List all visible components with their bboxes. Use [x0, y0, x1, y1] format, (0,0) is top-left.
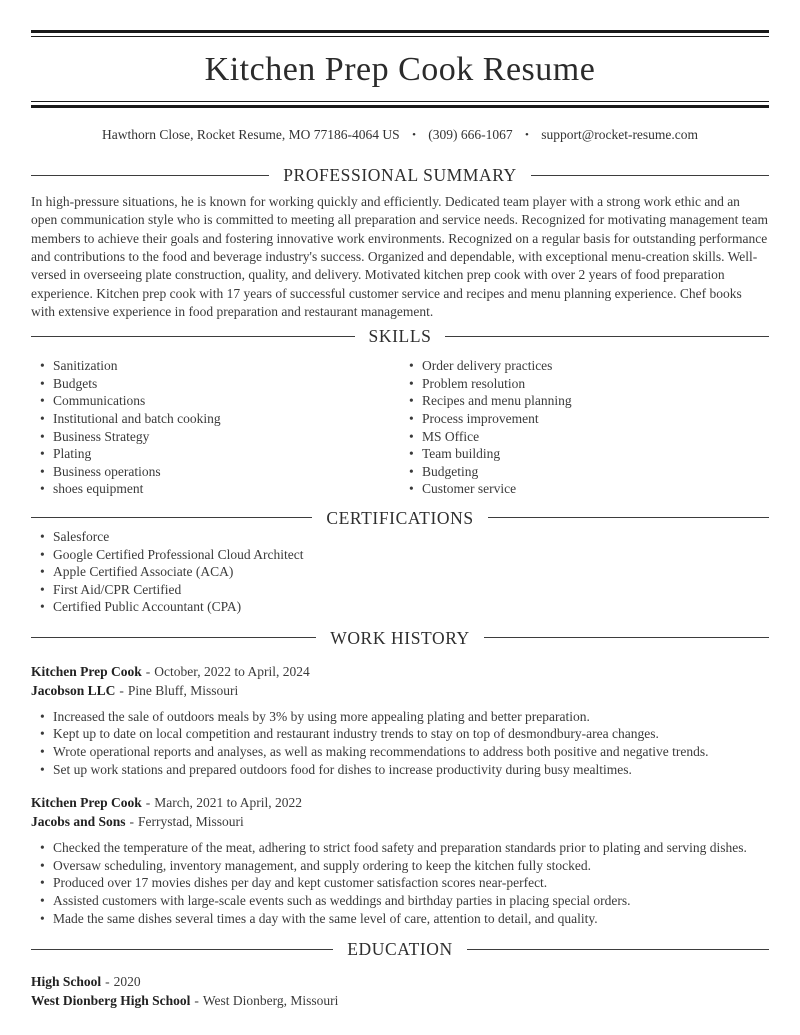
skill-item: • Customer service: [409, 480, 769, 498]
dash-separator: -: [119, 682, 124, 698]
rule-thick: [31, 30, 769, 33]
section-heading-title: WORK HISTORY: [330, 627, 470, 648]
certification-item: • First Aid/CPR Certified: [40, 581, 769, 599]
heading-rule-left: [31, 175, 269, 176]
job-bullet: • Produced over 17 movies dishes per day and kept customer satisfaction scores near-perfect.: [40, 874, 769, 892]
contact-separator: •: [412, 129, 416, 142]
dash-separator: -: [145, 663, 151, 679]
dash-separator: -: [194, 993, 199, 1009]
job-title-line: [31, 793, 769, 812]
skills-column-left: [31, 357, 400, 498]
contact-address: Hawthorn Close, Rocket Resume, MO 77186-4064 US: [101, 127, 400, 143]
rule-thick: [31, 105, 769, 108]
contact-phone: (309) 666-1067: [428, 127, 513, 143]
certifications-list: [31, 528, 769, 616]
education-year: 2020: [113, 974, 141, 990]
section-heading-title: SKILLS: [368, 326, 432, 347]
education-degree: High School: [31, 974, 102, 990]
heading-rule-left: [31, 517, 312, 518]
contact-email: support@rocket-resume.com: [541, 127, 699, 143]
job-entry: [31, 793, 769, 927]
job-bullet-list: [31, 708, 769, 778]
education-entry: [31, 972, 769, 1010]
job-bullet: • Increased the sale of outdoors meals by 3% by using more appealing plating and better preparation.: [40, 708, 769, 726]
section-heading-title: CERTIFICATIONS: [326, 507, 474, 528]
skill-item: • Order delivery practices: [409, 357, 769, 375]
skill-item: • Budgets: [40, 375, 400, 393]
skill-item: • MS Office: [409, 428, 769, 446]
job-company: Jacobs and Sons: [31, 814, 126, 830]
job-location: Ferrystad, Missouri: [138, 814, 244, 830]
section-education: [31, 939, 769, 1010]
section-skills: [31, 326, 769, 498]
heading-rule-left: [31, 949, 333, 950]
job-title-line: [31, 662, 769, 681]
section-heading-title: EDUCATION: [347, 939, 453, 960]
skill-item: • Process improvement: [409, 410, 769, 428]
job-title: Kitchen Prep Cook: [31, 663, 142, 679]
education-degree-line: [31, 972, 769, 991]
section-heading-title: PROFESSIONAL SUMMARY: [283, 165, 517, 186]
rule-thin: [31, 101, 769, 102]
dash-separator: -: [145, 795, 151, 811]
skill-item: • Communications: [40, 392, 400, 410]
dash-separator: -: [105, 974, 110, 990]
section-professional-summary: [31, 165, 769, 321]
job-bullet: • Made the same dishes several times a day with the same level of care, attention to detail, and quality.: [40, 910, 769, 928]
contact-separator: •: [525, 129, 529, 142]
skill-item: • Business Strategy: [40, 428, 400, 446]
job-dates: March, 2021 to April, 2022: [154, 795, 302, 811]
section-certifications: [31, 508, 769, 616]
job-dates: October, 2022 to April, 2024: [154, 663, 310, 679]
section-heading-education: [31, 939, 769, 959]
skill-item: • Team building: [409, 445, 769, 463]
skill-item: • Recipes and menu planning: [409, 392, 769, 410]
section-heading-skills: [31, 326, 769, 346]
section-heading-work-history: [31, 628, 769, 648]
job-bullet-list: [31, 839, 769, 927]
heading-rule-right: [484, 637, 769, 638]
certification-item: • Google Certified Professional Cloud Architect: [40, 546, 769, 564]
job-company: Jacobson LLC: [31, 682, 116, 698]
job-bullet: • Wrote operational reports and analyses, as well as making recommendations to address both positive and negative trends.: [40, 743, 769, 761]
skill-item: • Institutional and batch cooking: [40, 410, 400, 428]
rule-thin: [31, 36, 769, 37]
heading-rule-right: [531, 175, 769, 176]
skill-item: • Business operations: [40, 463, 400, 481]
page-title: Kitchen Prep Cook Resume: [204, 51, 596, 88]
skill-item: • Sanitization: [40, 357, 400, 375]
job-bullet: • Oversaw scheduling, inventory management, and supply ordering to keep the kitchen fully stocked.: [40, 857, 769, 875]
skills-column-right: [400, 357, 769, 498]
education-school: West Dionberg High School: [31, 993, 191, 1009]
skills-columns: [31, 357, 769, 498]
skill-item: • Plating: [40, 445, 400, 463]
job-title: Kitchen Prep Cook: [31, 795, 142, 811]
job-company-line: [31, 681, 769, 700]
section-heading-summary: [31, 165, 769, 185]
header-top-rule: [31, 30, 769, 37]
certification-item: • Salesforce: [40, 528, 769, 546]
section-work-history: [31, 628, 769, 927]
section-heading-certifications: [31, 508, 769, 528]
skill-item: • shoes equipment: [40, 480, 400, 498]
dash-separator: -: [129, 814, 135, 830]
job-bullet: • Set up work stations and prepared outdoors food for dishes to increase productivity during busy mealtimes.: [40, 761, 769, 779]
skill-item: • Budgeting: [409, 463, 769, 481]
job-bullet: • Kept up to date on local competition and restaurant industry trends to stay on top of desmondbury-area changes.: [40, 725, 769, 743]
job-entry: [31, 662, 769, 778]
heading-rule-left: [31, 336, 355, 337]
job-company-line: [31, 812, 769, 831]
summary-paragraph: In high-pressure situations, he is known for working quickly and efficiently. Dedicated team player with a strong work ethic and an open communication style who is committed to meeting all preparation and service needs. Recognized for motivating management team members to achieve their goals and fostering innovative work environments. Recognized on a regular basis for outstanding performance and contributions to the food and beverage industry's success. Organized and dependable, with exceptional menu-creation skills. Well-versed in overseeing plate construction, quality, and delivery. Motivated kitchen prep cook with over 2 years of food preparation experience. Kitchen prep cook with 17 years of successful customer service and recipes and menu planning experience. Chef books with extensive experience in food preparation and restaurant management.: [31, 194, 769, 319]
header-bottom-rule: [31, 101, 769, 108]
skill-item: • Problem resolution: [409, 375, 769, 393]
heading-rule-right: [488, 517, 769, 518]
heading-rule-right: [445, 336, 769, 337]
heading-rule-left: [31, 637, 316, 638]
education-location: West Dionberg, Missouri: [202, 993, 339, 1009]
contact-line: [31, 125, 769, 145]
job-bullet: • Assisted customers with large-scale events such as weddings and birthday parties in placing special orders.: [40, 892, 769, 910]
heading-rule-right: [467, 949, 769, 950]
certification-item: • Certified Public Accountant (CPA): [40, 598, 769, 616]
resume-header: [31, 30, 769, 145]
education-school-line: [31, 991, 769, 1010]
job-location: Pine Bluff, Missouri: [127, 682, 239, 698]
job-bullet: • Checked the temperature of the meat, adhering to strict food safety and preparation standards prior to plating and serving dishes.: [40, 839, 769, 857]
certification-item: • Apple Certified Associate (ACA): [40, 563, 769, 581]
